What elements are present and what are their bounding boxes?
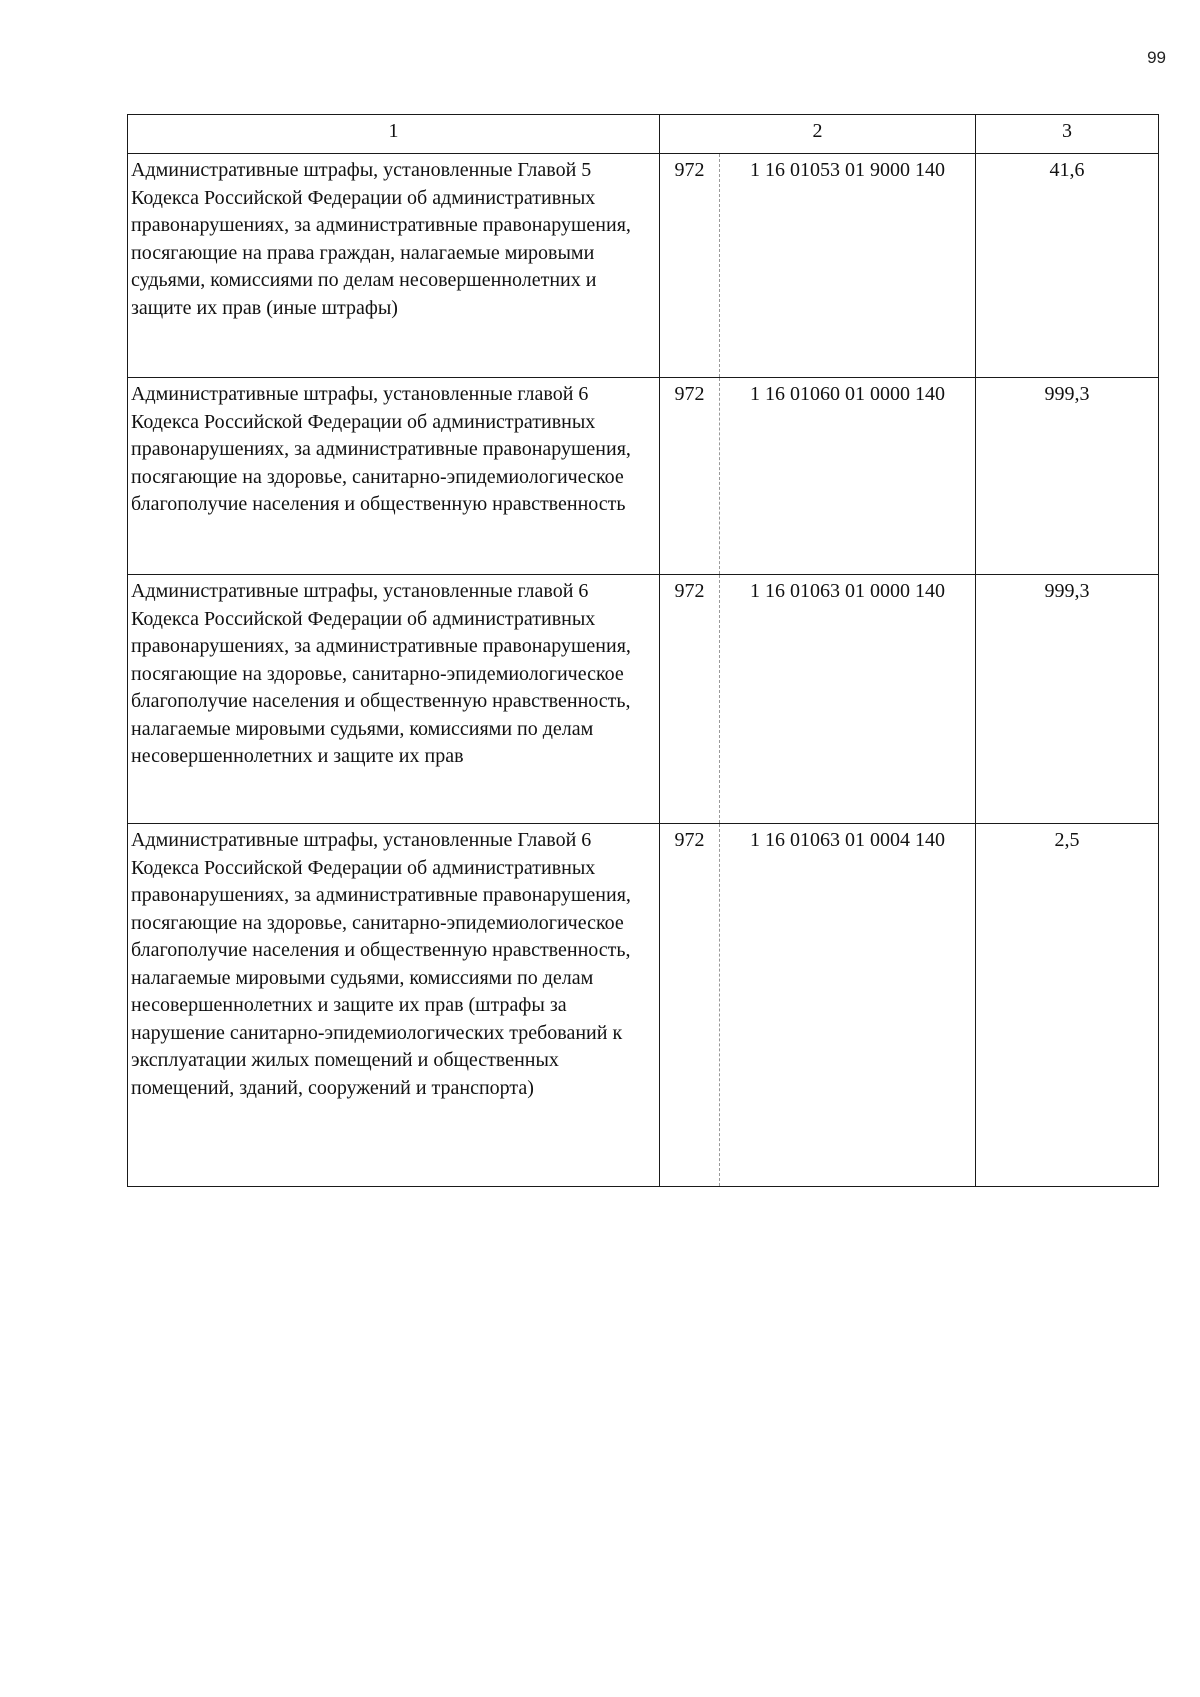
revenue-table xyxy=(127,114,1159,1187)
admin-code-cell: 972 xyxy=(660,824,720,1187)
table-header-row xyxy=(128,115,1159,154)
admin-code-cell: 972 xyxy=(660,154,720,378)
table-row xyxy=(128,824,1159,1187)
budget-code-cell: 1 16 01063 01 0004 140 xyxy=(720,824,976,1187)
table-row xyxy=(128,378,1159,575)
admin-code-cell: 972 xyxy=(660,575,720,824)
column-header-3: 3 xyxy=(976,115,1159,154)
column-header-1: 1 xyxy=(128,115,660,154)
income-name-cell: Административные штрафы, установленные Главой 6 Кодекса Российской Федерации об административных правонарушениях, за административные правонарушения, посягающие на здоровье, санитарно-эпидемиологическое благополучие населения и общественную нравственность, налагаемые мировыми судьями, комиссиями по делам несовершеннолетних и защите их прав (штрафы за нарушение санитарно-эпидемиологических требований к эксплуатации жилых помещений и общественных помещений, зданий, сооружений и транспорта) xyxy=(128,824,660,1187)
income-name-cell: Административные штрафы, установленные главой 6 Кодекса Российской Федерации об административных правонарушениях, за административные правонарушения, посягающие на здоровье, санитарно-эпидемиологическое благополучие населения и общественную нравственность xyxy=(128,378,660,575)
amount-cell: 41,6 xyxy=(976,154,1159,378)
budget-code-cell: 1 16 01053 01 9000 140 xyxy=(720,154,976,378)
admin-code-cell: 972 xyxy=(660,378,720,575)
column-header-2: 2 xyxy=(660,115,976,154)
budget-code-cell: 1 16 01060 01 0000 140 xyxy=(720,378,976,575)
budget-code-cell: 1 16 01063 01 0000 140 xyxy=(720,575,976,824)
amount-cell: 999,3 xyxy=(976,575,1159,824)
amount-cell: 999,3 xyxy=(976,378,1159,575)
page-number: 99 xyxy=(1147,48,1166,67)
income-name-cell: Административные штрафы, установленные главой 6 Кодекса Российской Федерации об административных правонарушениях, за административные правонарушения, посягающие на здоровье, санитарно-эпидемиологическое благополучие населения и общественную нравственность, налагаемые мировыми судьями, комиссиями по делам несовершеннолетних и защите их прав xyxy=(128,575,660,824)
table-row xyxy=(128,575,1159,824)
amount-cell: 2,5 xyxy=(976,824,1159,1187)
table-row xyxy=(128,154,1159,378)
income-name-cell: Административные штрафы, установленные Главой 5 Кодекса Российской Федерации об административных правонарушениях, за административные правонарушения, посягающие на права граждан, налагаемые мировыми судьями, комиссиями по делам несовершеннолетних и защите их прав (иные штрафы) xyxy=(128,154,660,378)
